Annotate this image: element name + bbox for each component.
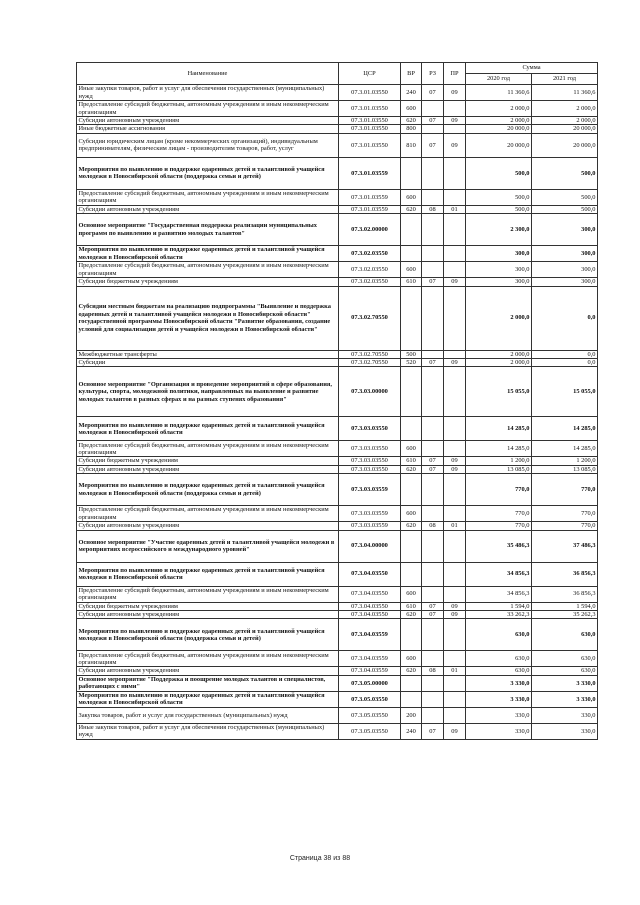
cell-rz: 08 bbox=[422, 522, 444, 530]
cell-s2020: 14 285,0 bbox=[466, 441, 532, 457]
table-row bbox=[77, 367, 598, 417]
cell-pr bbox=[444, 214, 466, 246]
cell-pr bbox=[444, 367, 466, 417]
cell-pr bbox=[444, 586, 466, 602]
cell-csr: 07.3.03.03559 bbox=[339, 506, 401, 522]
cell-pr bbox=[444, 350, 466, 358]
cell-csr: 07.3.02.03550 bbox=[339, 262, 401, 278]
cell-csr: 07.3.04.03550 bbox=[339, 611, 401, 619]
cell-rz bbox=[422, 262, 444, 278]
cell-rz bbox=[422, 350, 444, 358]
cell-name: Субсидии бюджетным учреждениям bbox=[77, 457, 339, 465]
table-row bbox=[77, 457, 598, 465]
cell-s2021: 770,0 bbox=[532, 474, 598, 506]
cell-name: Предоставление субсидий бюджетным, автономным учреждениям и иным некоммерческим организациям bbox=[77, 189, 339, 205]
cell-pr bbox=[444, 691, 466, 707]
cell-s2021: 770,0 bbox=[532, 506, 598, 522]
cell-s2021: 36 856,3 bbox=[532, 562, 598, 586]
cell-s2021: 300,0 bbox=[532, 262, 598, 278]
cell-csr: 07.3.03.00000 bbox=[339, 367, 401, 417]
cell-name: Предоставление субсидий бюджетным, автономным учреждениям и иным некоммерческим организациям bbox=[77, 262, 339, 278]
cell-s2020: 35 486,3 bbox=[466, 530, 532, 562]
table-row bbox=[77, 602, 598, 610]
cell-pr bbox=[444, 125, 466, 133]
table-row bbox=[77, 506, 598, 522]
cell-rz: 07 bbox=[422, 133, 444, 157]
cell-s2021: 500,0 bbox=[532, 205, 598, 213]
cell-s2020: 2 300,0 bbox=[466, 214, 532, 246]
cell-rz bbox=[422, 707, 444, 723]
table-body bbox=[77, 85, 598, 740]
table-row bbox=[77, 205, 598, 213]
table-row bbox=[77, 619, 598, 651]
cell-vr: 610 bbox=[401, 602, 422, 610]
cell-name: Основное мероприятие "Организация и проведение мероприятий в сфере образования, культуры, спорта, молодежной политики, направленных на выявление и развитие молодых талантов в разных сферах и на разных ступенях образования" bbox=[77, 367, 339, 417]
cell-s2020: 2 000,0 bbox=[466, 286, 532, 350]
cell-rz bbox=[422, 506, 444, 522]
cell-s2020: 500,0 bbox=[466, 189, 532, 205]
cell-s2020: 20 000,0 bbox=[466, 133, 532, 157]
cell-csr: 07.3.01.03550 bbox=[339, 101, 401, 117]
cell-s2021: 2 000,0 bbox=[532, 101, 598, 117]
cell-s2021: 630,0 bbox=[532, 619, 598, 651]
cell-csr: 07.3.05.03550 bbox=[339, 707, 401, 723]
table-row bbox=[77, 586, 598, 602]
table-row bbox=[77, 474, 598, 506]
cell-s2021: 1 200,0 bbox=[532, 457, 598, 465]
cell-name: Субсидии bbox=[77, 359, 339, 367]
cell-s2021: 13 085,0 bbox=[532, 465, 598, 473]
table-row bbox=[77, 350, 598, 358]
table-row bbox=[77, 611, 598, 619]
cell-csr: 07.3.03.03559 bbox=[339, 474, 401, 506]
cell-s2020: 2 000,0 bbox=[466, 101, 532, 117]
cell-pr: 09 bbox=[444, 457, 466, 465]
cell-s2020: 300,0 bbox=[466, 246, 532, 262]
cell-s2021: 20 000,0 bbox=[532, 125, 598, 133]
cell-name: Субсидии автономным учреждениям bbox=[77, 117, 339, 125]
cell-vr: 600 bbox=[401, 101, 422, 117]
cell-name: Мероприятия по выявлению и поддержке одаренных детей и талантливой учащейся молодежи в Новосибирской области bbox=[77, 562, 339, 586]
cell-s2021: 300,0 bbox=[532, 278, 598, 286]
header-year-2020: 2020 год bbox=[466, 74, 532, 85]
cell-rz: 07 bbox=[422, 611, 444, 619]
cell-rz bbox=[422, 441, 444, 457]
cell-pr: 01 bbox=[444, 667, 466, 675]
cell-csr: 07.3.04.03559 bbox=[339, 651, 401, 667]
cell-csr: 07.3.04.03559 bbox=[339, 667, 401, 675]
cell-pr: 09 bbox=[444, 85, 466, 101]
table-row bbox=[77, 417, 598, 441]
cell-s2020: 630,0 bbox=[466, 651, 532, 667]
cell-name: Субсидии бюджетным учреждениям bbox=[77, 278, 339, 286]
cell-name: Предоставление субсидий бюджетным, автономным учреждениям и иным некоммерческим организациям bbox=[77, 651, 339, 667]
cell-s2021: 3 330,0 bbox=[532, 675, 598, 691]
cell-rz: 07 bbox=[422, 85, 444, 101]
cell-vr: 620 bbox=[401, 117, 422, 125]
cell-pr: 09 bbox=[444, 602, 466, 610]
cell-pr: 09 bbox=[444, 133, 466, 157]
cell-s2020: 330,0 bbox=[466, 723, 532, 739]
table-row bbox=[77, 441, 598, 457]
cell-vr bbox=[401, 214, 422, 246]
cell-csr: 07.3.04.03550 bbox=[339, 562, 401, 586]
cell-name: Мероприятия по выявлению и поддержке одаренных детей и талантливой учащейся молодежи в Новосибирской области bbox=[77, 691, 339, 707]
cell-pr: 01 bbox=[444, 205, 466, 213]
cell-vr bbox=[401, 619, 422, 651]
cell-s2020: 2 000,0 bbox=[466, 359, 532, 367]
cell-s2020: 15 055,0 bbox=[466, 367, 532, 417]
cell-name: Мероприятия по выявлению и поддержке одаренных детей и талантливой учащейся молодежи в Новосибирской области (поддержка семьи и детей) bbox=[77, 157, 339, 189]
cell-rz bbox=[422, 675, 444, 691]
cell-rz: 08 bbox=[422, 667, 444, 675]
table-row bbox=[77, 117, 598, 125]
cell-pr bbox=[444, 441, 466, 457]
cell-vr bbox=[401, 286, 422, 350]
cell-rz bbox=[422, 651, 444, 667]
cell-s2020: 2 000,0 bbox=[466, 117, 532, 125]
cell-pr bbox=[444, 286, 466, 350]
cell-name: Основное мероприятие "Поддержка и поощрение молодых талантов и специалистов, работающих с ними" bbox=[77, 675, 339, 691]
cell-name: Предоставление субсидий бюджетным, автономным учреждениям и иным некоммерческим организациям bbox=[77, 586, 339, 602]
cell-s2021: 630,0 bbox=[532, 651, 598, 667]
cell-pr: 09 bbox=[444, 278, 466, 286]
cell-vr: 800 bbox=[401, 125, 422, 133]
cell-s2021: 0,0 bbox=[532, 359, 598, 367]
page-number: Страница 38 из 88 bbox=[289, 855, 351, 862]
cell-vr: 600 bbox=[401, 262, 422, 278]
cell-s2020: 630,0 bbox=[466, 619, 532, 651]
cell-pr: 09 bbox=[444, 465, 466, 473]
cell-vr: 620 bbox=[401, 522, 422, 530]
cell-csr: 07.3.01.03550 bbox=[339, 133, 401, 157]
cell-csr: 07.3.05.03550 bbox=[339, 691, 401, 707]
cell-name: Субсидии автономным учреждениям bbox=[77, 522, 339, 530]
cell-s2021: 300,0 bbox=[532, 246, 598, 262]
cell-name: Субсидии автономным учреждениям bbox=[77, 611, 339, 619]
cell-name: Мероприятия по выявлению и поддержке одаренных детей и талантливой учащейся молодежи в Новосибирской области (поддержка семьи и детей) bbox=[77, 474, 339, 506]
cell-csr: 07.3.03.03559 bbox=[339, 522, 401, 530]
table-row bbox=[77, 214, 598, 246]
header-year-2021: 2021 год bbox=[532, 74, 598, 85]
cell-s2021: 2 000,0 bbox=[532, 117, 598, 125]
table-row bbox=[77, 667, 598, 675]
cell-s2021: 770,0 bbox=[532, 522, 598, 530]
cell-s2021: 0,0 bbox=[532, 350, 598, 358]
cell-vr: 620 bbox=[401, 205, 422, 213]
table-row bbox=[77, 262, 598, 278]
cell-vr: 240 bbox=[401, 723, 422, 739]
table-row bbox=[77, 562, 598, 586]
table-row bbox=[77, 157, 598, 189]
cell-name: Иные бюджетные ассигнования bbox=[77, 125, 339, 133]
cell-name: Предоставление субсидий бюджетным, автономным учреждениям и иным некоммерческим организациям bbox=[77, 506, 339, 522]
table-row bbox=[77, 522, 598, 530]
cell-pr bbox=[444, 675, 466, 691]
cell-csr: 07.3.01.03559 bbox=[339, 157, 401, 189]
cell-s2020: 34 856,3 bbox=[466, 586, 532, 602]
cell-pr bbox=[444, 246, 466, 262]
table-row bbox=[77, 246, 598, 262]
cell-s2021: 3 330,0 bbox=[532, 691, 598, 707]
cell-rz bbox=[422, 586, 444, 602]
cell-pr bbox=[444, 506, 466, 522]
cell-pr: 01 bbox=[444, 522, 466, 530]
table-row bbox=[77, 133, 598, 157]
cell-s2021: 0,0 bbox=[532, 286, 598, 350]
cell-rz bbox=[422, 562, 444, 586]
cell-s2021: 330,0 bbox=[532, 723, 598, 739]
cell-pr bbox=[444, 417, 466, 441]
cell-csr: 07.3.03.03550 bbox=[339, 457, 401, 465]
table-row bbox=[77, 189, 598, 205]
cell-csr: 07.3.01.03550 bbox=[339, 117, 401, 125]
cell-vr: 600 bbox=[401, 586, 422, 602]
cell-name: Закупка товаров, работ и услуг для государственных (муниципальных) нужд bbox=[77, 707, 339, 723]
cell-s2021: 14 285,0 bbox=[532, 441, 598, 457]
cell-s2020: 1 200,0 bbox=[466, 457, 532, 465]
cell-rz bbox=[422, 691, 444, 707]
cell-vr: 810 bbox=[401, 133, 422, 157]
table-row bbox=[77, 675, 598, 691]
cell-s2020: 3 330,0 bbox=[466, 691, 532, 707]
table-row bbox=[77, 530, 598, 562]
cell-pr: 09 bbox=[444, 359, 466, 367]
cell-rz: 07 bbox=[422, 117, 444, 125]
cell-csr: 07.3.02.03550 bbox=[339, 278, 401, 286]
cell-vr: 610 bbox=[401, 457, 422, 465]
cell-s2020: 500,0 bbox=[466, 157, 532, 189]
table-row bbox=[77, 465, 598, 473]
cell-s2021: 11 360,6 bbox=[532, 85, 598, 101]
cell-rz: 08 bbox=[422, 205, 444, 213]
cell-rz: 07 bbox=[422, 457, 444, 465]
cell-csr: 07.3.01.03550 bbox=[339, 125, 401, 133]
cell-rz bbox=[422, 125, 444, 133]
cell-vr bbox=[401, 157, 422, 189]
cell-s2020: 33 262,3 bbox=[466, 611, 532, 619]
cell-rz bbox=[422, 474, 444, 506]
cell-rz bbox=[422, 367, 444, 417]
cell-vr bbox=[401, 562, 422, 586]
cell-pr: 09 bbox=[444, 723, 466, 739]
cell-pr: 09 bbox=[444, 117, 466, 125]
cell-s2021: 1 594,0 bbox=[532, 602, 598, 610]
cell-s2020: 770,0 bbox=[466, 506, 532, 522]
cell-pr bbox=[444, 189, 466, 205]
cell-vr bbox=[401, 675, 422, 691]
cell-rz bbox=[422, 189, 444, 205]
header-csr: ЦСР bbox=[339, 63, 401, 85]
cell-rz: 07 bbox=[422, 465, 444, 473]
cell-s2021: 630,0 bbox=[532, 667, 598, 675]
cell-vr bbox=[401, 691, 422, 707]
header-rz: РЗ bbox=[422, 63, 444, 85]
cell-s2021: 15 055,0 bbox=[532, 367, 598, 417]
cell-s2021: 37 486,3 bbox=[532, 530, 598, 562]
cell-s2021: 36 856,3 bbox=[532, 586, 598, 602]
cell-csr: 07.3.01.03550 bbox=[339, 85, 401, 101]
cell-vr: 620 bbox=[401, 611, 422, 619]
cell-rz bbox=[422, 157, 444, 189]
cell-s2021: 500,0 bbox=[532, 157, 598, 189]
cell-name: Мероприятия по выявлению и поддержке одаренных детей и талантливой учащейся молодежи в Новосибирской области bbox=[77, 417, 339, 441]
cell-vr: 600 bbox=[401, 651, 422, 667]
cell-csr: 07.3.02.70550 bbox=[339, 359, 401, 367]
cell-name: Субсидии бюджетным учреждениям bbox=[77, 602, 339, 610]
cell-pr bbox=[444, 562, 466, 586]
cell-csr: 07.3.02.70550 bbox=[339, 286, 401, 350]
cell-pr bbox=[444, 101, 466, 117]
table-row bbox=[77, 286, 598, 350]
cell-name: Мероприятия по выявлению и поддержке одаренных детей и талантливой учащейся молодежи в Новосибирской области (поддержка семьи и детей) bbox=[77, 619, 339, 651]
cell-csr: 07.3.02.03550 bbox=[339, 246, 401, 262]
table-row bbox=[77, 707, 598, 723]
cell-s2020: 13 085,0 bbox=[466, 465, 532, 473]
cell-csr: 07.3.04.03550 bbox=[339, 602, 401, 610]
cell-csr: 07.3.03.03550 bbox=[339, 441, 401, 457]
cell-rz bbox=[422, 101, 444, 117]
cell-vr: 600 bbox=[401, 189, 422, 205]
cell-name: Межбюджетные трансферты bbox=[77, 350, 339, 358]
cell-pr bbox=[444, 651, 466, 667]
table-row bbox=[77, 359, 598, 367]
cell-s2020: 34 856,3 bbox=[466, 562, 532, 586]
cell-rz: 07 bbox=[422, 602, 444, 610]
table-row bbox=[77, 691, 598, 707]
cell-s2021: 300,0 bbox=[532, 214, 598, 246]
cell-vr: 600 bbox=[401, 506, 422, 522]
cell-name: Основное мероприятие "Участие одаренных детей и талантливой учащейся молодежи в мероприятиях всероссийского и международного уровней" bbox=[77, 530, 339, 562]
cell-vr: 520 bbox=[401, 359, 422, 367]
cell-s2020: 770,0 bbox=[466, 474, 532, 506]
cell-vr bbox=[401, 474, 422, 506]
cell-csr: 07.3.02.70550 bbox=[339, 350, 401, 358]
cell-name: Субсидии автономным учреждениям bbox=[77, 465, 339, 473]
cell-vr: 600 bbox=[401, 441, 422, 457]
budget-table bbox=[76, 62, 598, 740]
cell-vr: 240 bbox=[401, 85, 422, 101]
cell-csr: 07.3.05.00000 bbox=[339, 675, 401, 691]
table-row bbox=[77, 85, 598, 101]
cell-csr: 07.3.01.03559 bbox=[339, 189, 401, 205]
table-row bbox=[77, 101, 598, 117]
cell-s2020: 330,0 bbox=[466, 707, 532, 723]
cell-pr bbox=[444, 530, 466, 562]
cell-name: Субсидии местным бюджетам на реализацию подпрограммы "Выявление и поддержка одаренных детей и талантливой учащейся молодежи в Новосибирской области" государственной программы Новосибирской области "Развитие образования, создание условий для социализации детей и учащейся молодежи в Новосибирской области" bbox=[77, 286, 339, 350]
cell-vr: 620 bbox=[401, 667, 422, 675]
cell-s2020: 300,0 bbox=[466, 262, 532, 278]
header-name: Наименование bbox=[77, 63, 339, 85]
table-row bbox=[77, 723, 598, 739]
cell-vr bbox=[401, 530, 422, 562]
cell-csr: 07.3.04.03559 bbox=[339, 619, 401, 651]
cell-name: Субсидии автономным учреждениям bbox=[77, 205, 339, 213]
header-sum: Сумма bbox=[466, 63, 598, 74]
cell-rz bbox=[422, 530, 444, 562]
cell-s2020: 1 594,0 bbox=[466, 602, 532, 610]
cell-s2020: 500,0 bbox=[466, 205, 532, 213]
cell-s2020: 300,0 bbox=[466, 278, 532, 286]
cell-csr: 07.3.05.03550 bbox=[339, 723, 401, 739]
cell-s2021: 330,0 bbox=[532, 707, 598, 723]
cell-name: Предоставление субсидий бюджетным, автономным учреждениям и иным некоммерческим организациям bbox=[77, 101, 339, 117]
cell-vr bbox=[401, 417, 422, 441]
cell-rz bbox=[422, 417, 444, 441]
cell-pr bbox=[444, 619, 466, 651]
cell-csr: 07.3.03.03550 bbox=[339, 465, 401, 473]
cell-name: Мероприятия по выявлению и поддержке одаренных детей и талантливой учащейся молодежи в Новосибирской области bbox=[77, 246, 339, 262]
table-row bbox=[77, 125, 598, 133]
cell-csr: 07.3.04.03550 bbox=[339, 586, 401, 602]
cell-vr: 620 bbox=[401, 465, 422, 473]
cell-csr: 07.3.01.03559 bbox=[339, 205, 401, 213]
cell-pr bbox=[444, 474, 466, 506]
cell-vr: 200 bbox=[401, 707, 422, 723]
cell-s2021: 14 285,0 bbox=[532, 417, 598, 441]
cell-vr bbox=[401, 367, 422, 417]
cell-s2020: 20 000,0 bbox=[466, 125, 532, 133]
cell-rz bbox=[422, 619, 444, 651]
cell-name: Субсидии юридическим лицам (кроме некоммерческих организаций), индивидуальным предпринимателям, физическим лицам - производителям товаров, работ, услуг bbox=[77, 133, 339, 157]
header-vr: ВР bbox=[401, 63, 422, 85]
cell-csr: 07.3.02.00000 bbox=[339, 214, 401, 246]
cell-pr bbox=[444, 707, 466, 723]
cell-csr: 07.3.03.03550 bbox=[339, 417, 401, 441]
cell-s2021: 35 262,3 bbox=[532, 611, 598, 619]
cell-vr: 500 bbox=[401, 350, 422, 358]
budget-table-sheet bbox=[76, 62, 597, 740]
table-header bbox=[77, 63, 598, 85]
cell-name: Иные закупки товаров, работ и услуг для обеспечения государственных (муниципальных) нужд bbox=[77, 85, 339, 101]
cell-name: Субсидии автономным учреждениям bbox=[77, 667, 339, 675]
header-pr: ПР bbox=[444, 63, 466, 85]
table-row bbox=[77, 278, 598, 286]
cell-pr bbox=[444, 262, 466, 278]
cell-s2020: 14 285,0 bbox=[466, 417, 532, 441]
cell-s2020: 3 330,0 bbox=[466, 675, 532, 691]
cell-name: Основное мероприятие "Государственная поддержка реализации муниципальных программ по выявлению и развитию молодых талантов" bbox=[77, 214, 339, 246]
cell-name: Иные закупки товаров, работ и услуг для обеспечения государственных (муниципальных) нужд bbox=[77, 723, 339, 739]
cell-pr: 09 bbox=[444, 611, 466, 619]
cell-s2020: 2 000,0 bbox=[466, 350, 532, 358]
cell-s2020: 630,0 bbox=[466, 667, 532, 675]
table-row bbox=[77, 651, 598, 667]
cell-rz: 07 bbox=[422, 278, 444, 286]
cell-vr bbox=[401, 246, 422, 262]
cell-s2021: 20 000,0 bbox=[532, 133, 598, 157]
cell-rz: 07 bbox=[422, 723, 444, 739]
cell-rz bbox=[422, 214, 444, 246]
cell-vr: 610 bbox=[401, 278, 422, 286]
cell-s2020: 11 360,6 bbox=[466, 85, 532, 101]
cell-csr: 07.3.04.00000 bbox=[339, 530, 401, 562]
cell-s2021: 500,0 bbox=[532, 189, 598, 205]
cell-name: Предоставление субсидий бюджетным, автономным учреждениям и иным некоммерческим организациям bbox=[77, 441, 339, 457]
cell-rz bbox=[422, 246, 444, 262]
cell-s2020: 770,0 bbox=[466, 522, 532, 530]
cell-pr bbox=[444, 157, 466, 189]
cell-rz: 07 bbox=[422, 359, 444, 367]
cell-rz bbox=[422, 286, 444, 350]
